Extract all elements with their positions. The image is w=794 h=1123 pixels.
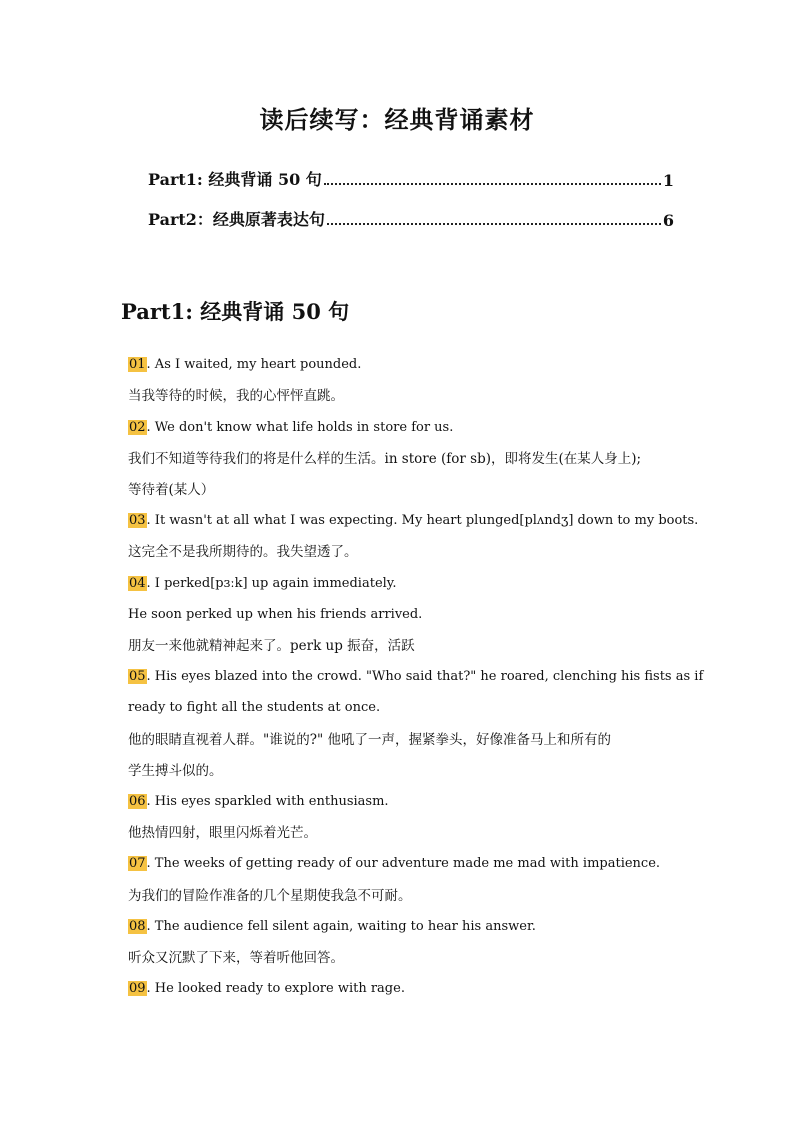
sentence-number: 07 bbox=[129, 856, 146, 871]
sentence-chinese: 这完全不是我所期待的。我失望透了。 bbox=[128, 544, 358, 560]
sentence-number: 01 bbox=[129, 357, 146, 372]
sentence-number: 04 bbox=[129, 576, 146, 591]
toc-entry-part1[interactable] bbox=[148, 166, 674, 190]
toc-page-number: 6 bbox=[662, 211, 674, 230]
sentence-english: . I perked[pɜːk] up again immediately. bbox=[146, 576, 397, 591]
sentence-number: 03 bbox=[129, 513, 146, 528]
sentence-english: . As I waited, my heart pounded. bbox=[146, 357, 362, 372]
sentence-english: ready to fight all the students at once. bbox=[128, 700, 381, 715]
sentence-07 bbox=[128, 856, 688, 872]
sentence-chinese: 他热情四射，眼里闪烁着光芒。 bbox=[128, 825, 317, 841]
sentence-chinese: 为我们的冒险作准备的几个星期使我急不可耐。 bbox=[128, 888, 412, 904]
sentence-english: . The weeks of getting ready of our adventure made me mad with impatience. bbox=[146, 856, 661, 871]
sentence-number: 02 bbox=[129, 420, 146, 435]
sentence-03 bbox=[128, 513, 699, 529]
sentence-chinese: 他的眼睛直视着人群。"谁说的?" 他吼了一声，握紧拳头，好像准备马上和所有的 bbox=[128, 732, 611, 748]
sentence-english: He soon perked up when his friends arrived. bbox=[128, 607, 423, 622]
sentence-05 bbox=[128, 669, 704, 685]
sentence-chinese: 学生搏斗似的。 bbox=[128, 763, 223, 779]
document-title: 读后续写：经典背诵素材 bbox=[259, 105, 535, 134]
sentence-08 bbox=[128, 919, 688, 935]
sentence-number: 09 bbox=[129, 981, 146, 996]
sentence-06 bbox=[128, 794, 688, 810]
sentence-01 bbox=[128, 357, 688, 373]
sentence-04 bbox=[128, 576, 688, 592]
sentence-chinese: 听众又沉默了下来，等着听他回答。 bbox=[128, 950, 344, 966]
section-heading: Part1: 经典背诵 50 句 bbox=[121, 299, 350, 324]
sentence-02 bbox=[128, 420, 688, 436]
toc-entry-part2[interactable] bbox=[148, 206, 674, 230]
sentence-english: . We don't know what life holds in store for us. bbox=[146, 420, 454, 435]
toc-leader-dots bbox=[327, 223, 661, 225]
toc-page-number: 1 bbox=[662, 171, 674, 190]
sentence-number: 06 bbox=[129, 794, 146, 809]
sentence-english: . He looked ready to explore with rage. bbox=[146, 981, 405, 996]
sentence-chinese: 我们不知道等待我们的将是什么样的生活。in store (for sb)，即将发生(在某人身上); bbox=[128, 451, 642, 467]
sentence-chinese: 等待着(某人） bbox=[128, 482, 215, 498]
toc-label: Part2：经典原著表达句 bbox=[148, 210, 325, 229]
sentence-english: . His eyes blazed into the crowd. "Who said that?" he roared, clenching his fists as if bbox=[146, 669, 704, 684]
sentence-english: . The audience fell silent again, waiting to hear his answer. bbox=[146, 919, 536, 934]
sentence-09 bbox=[128, 981, 688, 997]
sentence-english: . His eyes sparkled with enthusiasm. bbox=[146, 794, 389, 809]
toc-leader-dots bbox=[324, 183, 661, 185]
sentence-english: . It wasn't at all what I was expecting. My heart plunged[plʌndʒ] down to my boots. bbox=[146, 513, 699, 528]
sentence-chinese: 朋友一来他就精神起来了。perk up 振奋，活跃 bbox=[128, 638, 415, 654]
toc-label: Part1: 经典背诵 50 句 bbox=[148, 170, 322, 189]
sentence-number: 08 bbox=[129, 919, 146, 934]
sentence-chinese: 当我等待的时候，我的心怦怦直跳。 bbox=[128, 388, 344, 404]
sentence-number: 05 bbox=[129, 669, 146, 684]
